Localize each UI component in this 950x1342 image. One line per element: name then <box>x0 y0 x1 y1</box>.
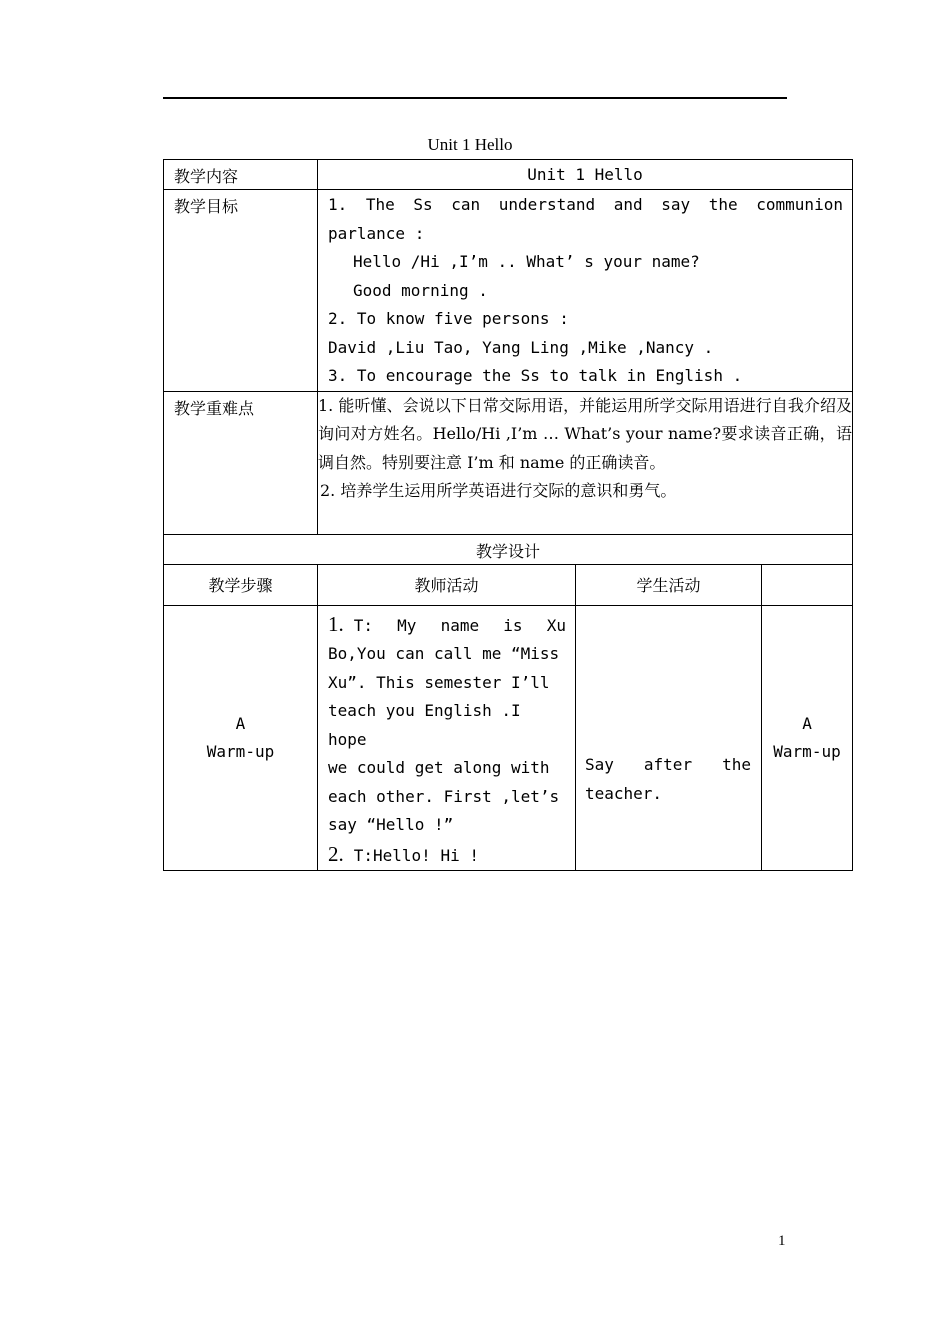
key-points-row <box>164 391 853 534</box>
warmup-extra-letter: A <box>802 713 812 733</box>
teacher-first-word-4: Xu <box>546 615 566 635</box>
objectives-line-1-word-3: can <box>451 195 481 214</box>
objectives-line-1-word-8: communion <box>756 195 843 214</box>
key-points-label: 教学重难点 <box>164 391 318 534</box>
teacher-item-1-line-2: teach you English .I hope <box>328 701 521 749</box>
objectives-line-5: 2. To know five persons : <box>328 309 569 328</box>
teacher-item-2 <box>328 840 566 871</box>
objectives-line-1-word-2: Ss <box>413 195 433 214</box>
teacher-item-1-first-line <box>328 610 566 641</box>
header-student-activity: 学生活动 <box>576 564 762 605</box>
header-steps: 教学步骤 <box>164 564 318 605</box>
content-label: 教学内容 <box>164 160 318 190</box>
student-activity-line-2: teacher. <box>585 783 663 803</box>
teacher-first-word-2: name <box>440 615 480 635</box>
teacher-item-2-number: 2. <box>328 841 344 866</box>
teacher-item-1-line-1: Xu”. This semester I’ll <box>328 672 550 692</box>
header-teacher-activity: 教师活动 <box>318 564 576 605</box>
teacher-item-1-line-3: we could get along with <box>328 758 550 777</box>
student-word-1: after <box>643 755 693 775</box>
objectives-line-3: Hello /Hi ,I’m .. What’ s your name? <box>353 252 700 271</box>
objectives-line-1-word-7: the <box>708 195 738 214</box>
key-point-2: 2. 培养学生运用所学英语进行交际的意识和勇气。 <box>320 481 677 500</box>
teacher-first-word-0: T: <box>353 615 374 635</box>
page-number: 1 <box>778 1233 786 1249</box>
teacher-item-1-line-4: each other. First ,let’s <box>328 786 560 806</box>
objectives-line-1-word-4: understand <box>498 195 596 214</box>
objectives-line-2: parlance : <box>328 223 425 243</box>
header-rule <box>163 97 787 99</box>
page-title: Unit 1 Hello <box>427 135 513 154</box>
warmup-extra-name: Warm-up <box>773 741 841 761</box>
objectives-line-1-word-6: say <box>661 195 691 214</box>
design-heading-row <box>164 534 853 564</box>
warmup-extra-cell <box>762 605 853 871</box>
teacher-item-1-number: 1. <box>328 611 344 636</box>
column-header-row <box>164 564 853 605</box>
objectives-row <box>164 190 853 392</box>
objectives-line-1 <box>318 191 852 220</box>
teacher-item-1-lines <box>328 640 566 811</box>
objectives-line-1-word-1: The <box>365 195 395 214</box>
content-value: Unit 1 Hello <box>318 160 853 190</box>
objectives-line-7: 3. To encourage the Ss to talk in English . <box>328 366 743 385</box>
teacher-item-1-first-words <box>354 612 566 641</box>
key-point-1: 1. 能听懂、会说以下日常交际用语，并能运用所学交际用语进行自我介绍及询问对方姓名。Hello/Hi ,I’m … What’s your name?要求读音正确，语调自然。特别要注意 I’m 和 name 的正确读音。 <box>318 395 853 472</box>
warmup-student-cell <box>576 605 762 871</box>
lesson-plan-table <box>163 159 853 871</box>
content-row <box>164 160 853 190</box>
design-heading: 教学设计 <box>164 534 853 564</box>
teacher-item-2-text: T:Hello! Hi ! <box>353 845 479 865</box>
warmup-step-cell <box>164 605 318 871</box>
warmup-step-letter: A <box>235 713 246 733</box>
warmup-step-name: Warm-up <box>206 741 275 761</box>
header-extra <box>762 564 853 605</box>
student-word-0: Say <box>585 755 614 775</box>
objectives-line-6: David ,Liu Tao, Yang Ling ,Mike ,Nancy . <box>328 337 714 357</box>
warmup-row <box>164 605 853 871</box>
teacher-item-1-last-line: say “Hello !” <box>328 815 454 834</box>
warmup-teacher-cell <box>318 605 576 871</box>
student-activity-line-1 <box>585 751 751 780</box>
student-word-2: the <box>722 755 751 775</box>
teacher-item-1-line-0: Bo,You can call me “Miss <box>328 644 560 663</box>
key-points-cell <box>318 391 853 534</box>
teacher-first-word-3: is <box>503 615 523 635</box>
teacher-first-word-1: My <box>397 615 417 635</box>
objectives-line-1-word-0: 1. <box>328 195 348 214</box>
objectives-label: 教学目标 <box>164 190 318 392</box>
objectives-cell <box>318 190 853 392</box>
objectives-line-4: Good morning . <box>353 280 488 300</box>
objectives-line-1-word-5: and <box>613 195 643 214</box>
